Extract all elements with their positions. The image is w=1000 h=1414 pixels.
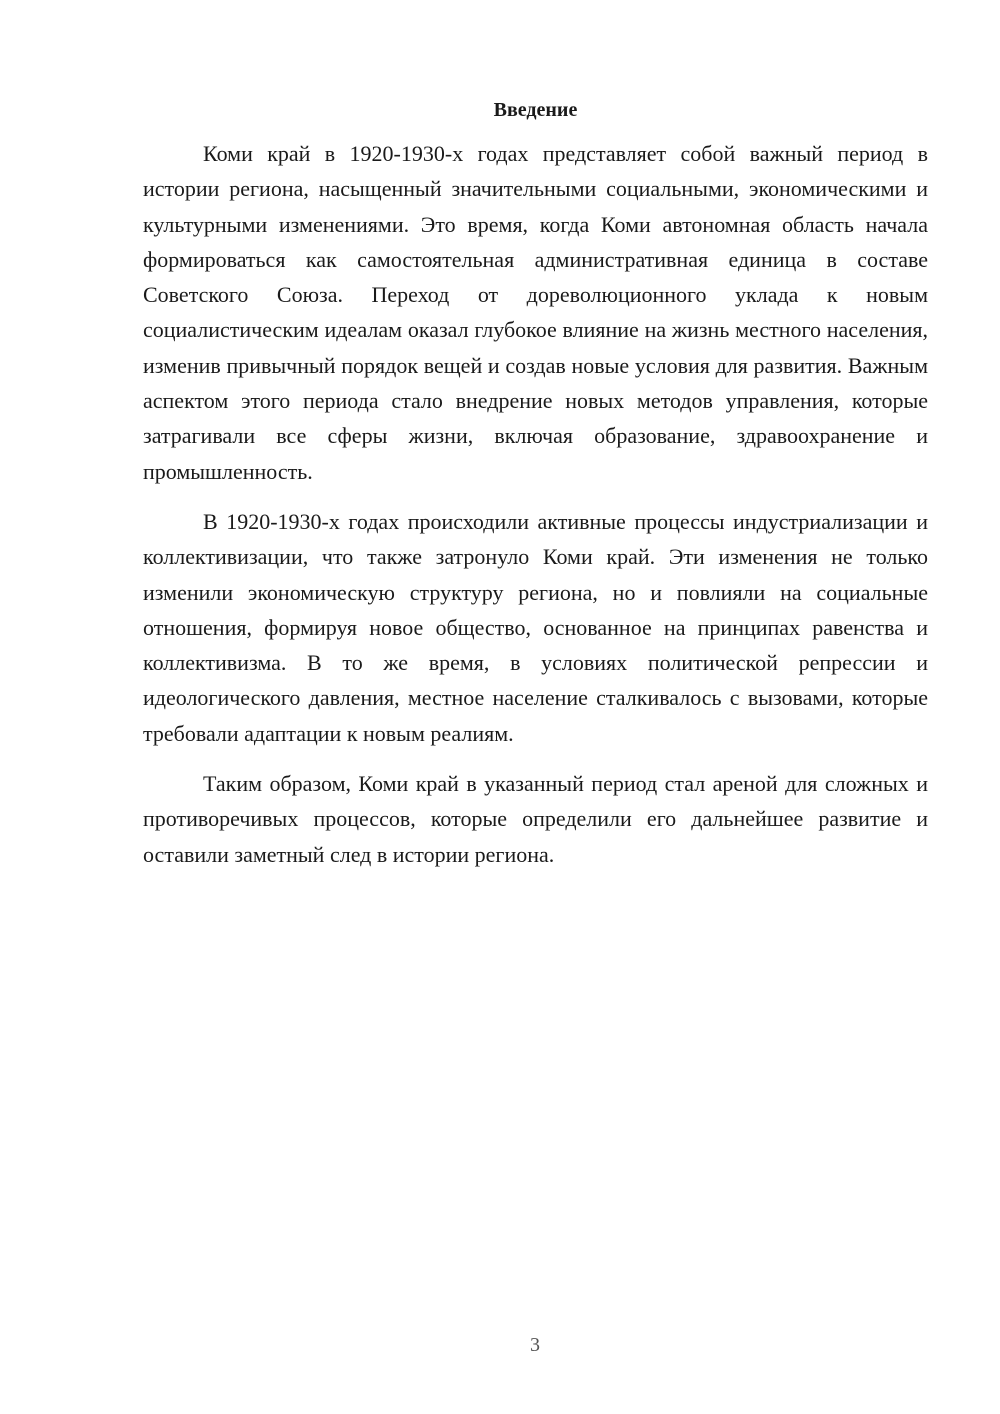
- paragraph-2: В 1920-1930-х годах происходили активные процессы индустриализации и коллективизации, что также затронуло Коми край. Эти изменения не только изменили экономическую структуру региона, но и повлияли на социальные отношения, формируя новое общество, основанное на принципах равенства и коллективизма. В то же время, в условиях политической репрессии и идеологического давления, местное население сталкивалось с вызовами, которые требовали адаптации к новым реалиям.: [143, 508, 928, 746]
- paragraph-1: Коми край в 1920-1930-х годах представляет собой важный период в истории региона, насыщенный значительными социальными, экономическими и культурными изменениями. Это время, когда Коми автономная область начала формироваться как самостоятельная административная единица в составе Советского Союза. Переход от дореволюционного уклада к новым социалистическим идеалам оказал глубокое влияние на жизнь местного населения, изменив привычный порядок вещей и создав новые условия для развития. Важным аспектом этого периода стало внедрение новых методов управления, которые затрагивали все сферы жизни, включая образование, здравоохранение и промышленность.: [143, 141, 928, 484]
- page-content: [143, 92, 928, 887]
- page-number: 3: [530, 1334, 540, 1356]
- page-title: Введение: [493, 99, 578, 121]
- paragraph-3: Таким образом, Коми край в указанный период стал ареной для сложных и противоречивых процессов, которые определили его дальнейшее развитие и оставили заметный след в истории региона.: [143, 771, 928, 867]
